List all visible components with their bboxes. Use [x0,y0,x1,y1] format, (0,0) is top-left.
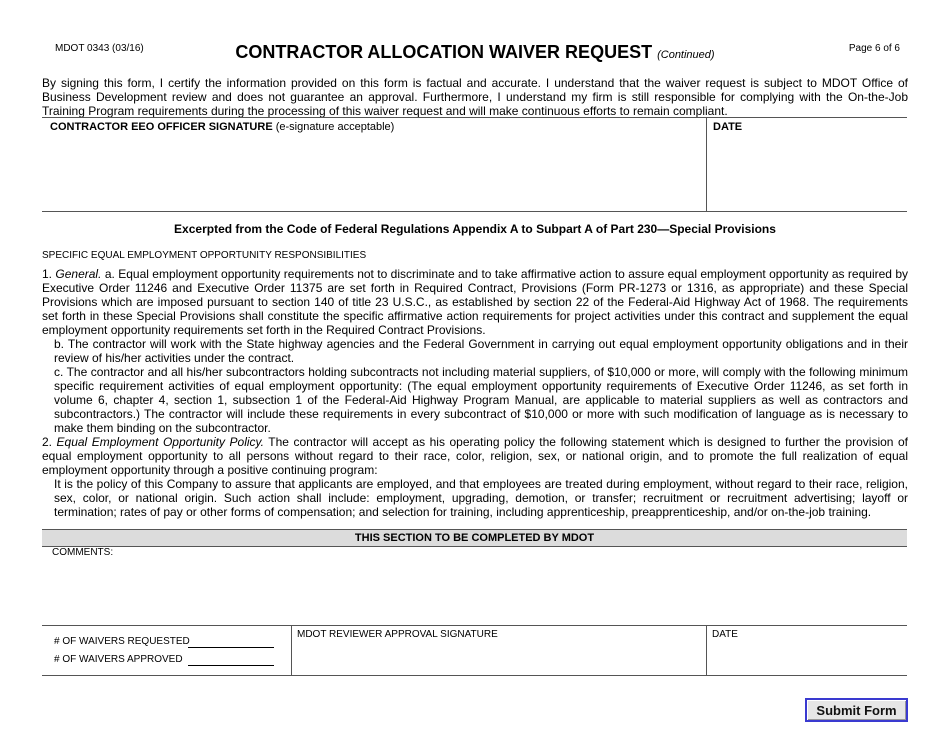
signature-label-bold: CONTRACTOR EEO OFFICER SIGNATURE [50,121,273,133]
provisions-text [42,267,908,519]
policy-statement: It is the policy of this Company to assure that applicants are employed, and that employees are treated during employment, without regard to their race, religion, sex, color, or national origin. Such action shall include: employment, upgrading, demotion, or transfer; recruitment or recruitment advertising; layoff or termination; rates of pay or other forms of compensation; and selection for training, including apprenticeship, preapprenticeship, and/or on-the-job training. [54,477,908,519]
approval-date-label: DATE [712,629,738,640]
signature-label [50,121,394,133]
certification-statement: By signing this form, I certify the information provided on this form is factual and accurate. I understand that the waiver request is subject to MDOT Office of Business Development review and does not guarantee an approval. Furthermore, I understand my firm is still responsible for complying with the On-the-Job Training Program requirements during the processing of this waiver request and will make continuous efforts to remain compliant. [42,76,908,118]
signature-section [42,117,907,212]
signature-label-note: (e-signature acceptable) [272,121,395,133]
provision-1b: b. The contractor will work with the State highway agencies and the Federal Government in carrying out equal employment opportunity obligations and in their review of his/her activities under the contract. [54,337,908,365]
waivers-approved-label: # OF WAIVERS APPROVED [54,654,183,665]
provision-1-text: a. Equal employment opportunity requirements not to discriminate and to take affirmative action to assure equal employment opportunity as required by Executive Order 11246 and Executive Order 11375 are set forth in Required Contract, Provisions (Form PR-1273 or 1316, as appropriate) and these Special Provisions which are imposed pursuant to section 140 of title 23 U.S.C., as established by section 22 of the Federal-Aid Highway Act of 1968. The requirements set forth in these Special Provisions shall constitute the specific affirmative action requirements for project activities under this contract and supplement the equal employment opportunity requirements set forth in the Required Contract Provisions. [42,267,909,337]
provision-1c: c. The contractor and all his/her subcontractors holding subcontracts not including material suppliers, of $10,000 or more, will comply with the following minimum specific requirement activities of equal employment opportunity: (The equal employment opportunity requirements of Executive Order 11246, as set forth in volume 6, chapter 4, section 1, subsection 1 of the Federal-Aid Highway Program Manual, are applicable to material suppliers as well as contractors and subcontractors.) The contractor will include these requirements in every subcontract of $10,000 or more with such modification of language as is necessary to make them binding on the subcontractor. [54,365,908,435]
reviewer-signature-label: MDOT REVIEWER APPROVAL SIGNATURE [297,629,498,640]
mdot-approval-section [42,625,907,676]
waivers-requested-field[interactable] [188,647,274,648]
provision-1-num: 1. [42,267,56,281]
mdot-section-header: THIS SECTION TO BE COMPLETED BY MDOT [42,529,907,547]
continued-note: (Continued) [657,49,715,61]
submit-form-button[interactable]: Submit Form [805,698,908,722]
provision-2-lead: Equal Employment Opportunity Policy. [56,435,264,449]
page-title [0,42,950,63]
provision-1a [42,267,908,337]
signature-date-label: DATE [713,121,743,133]
comments-label: COMMENTS: [52,547,114,558]
provision-2-num: 2. [42,435,57,449]
provision-1-lead: General. [55,267,102,281]
provision-2-text: The contractor will accept as his operating policy the following statement which is designed to further the provision of equal employment opportunity to all persons without regard to their race, color, religion, sex, or national origin, and to promote the full realization of equal employment opportunity through a positive continuing program: [42,435,908,477]
section-heading: SPECIFIC EQUAL EMPLOYMENT OPPORTUNITY RESPONSIBILITIES [42,250,367,261]
waivers-approved-field[interactable] [188,665,274,666]
approval-divider-2 [706,626,707,675]
title-text: CONTRACTOR ALLOCATION WAIVER REQUEST [235,42,653,62]
approval-divider-1 [291,626,292,675]
signature-divider [706,118,707,211]
page-number: Page 6 of 6 [848,43,900,54]
waivers-requested-label: # OF WAIVERS REQUESTED [54,636,190,647]
provision-2 [42,435,908,477]
excerpt-title: Excerpted from the Code of Federal Regulations Appendix A to Subpart A of Part 230—Special Provisions [174,222,776,236]
form-id: MDOT 0343 (03/16) [55,43,144,54]
